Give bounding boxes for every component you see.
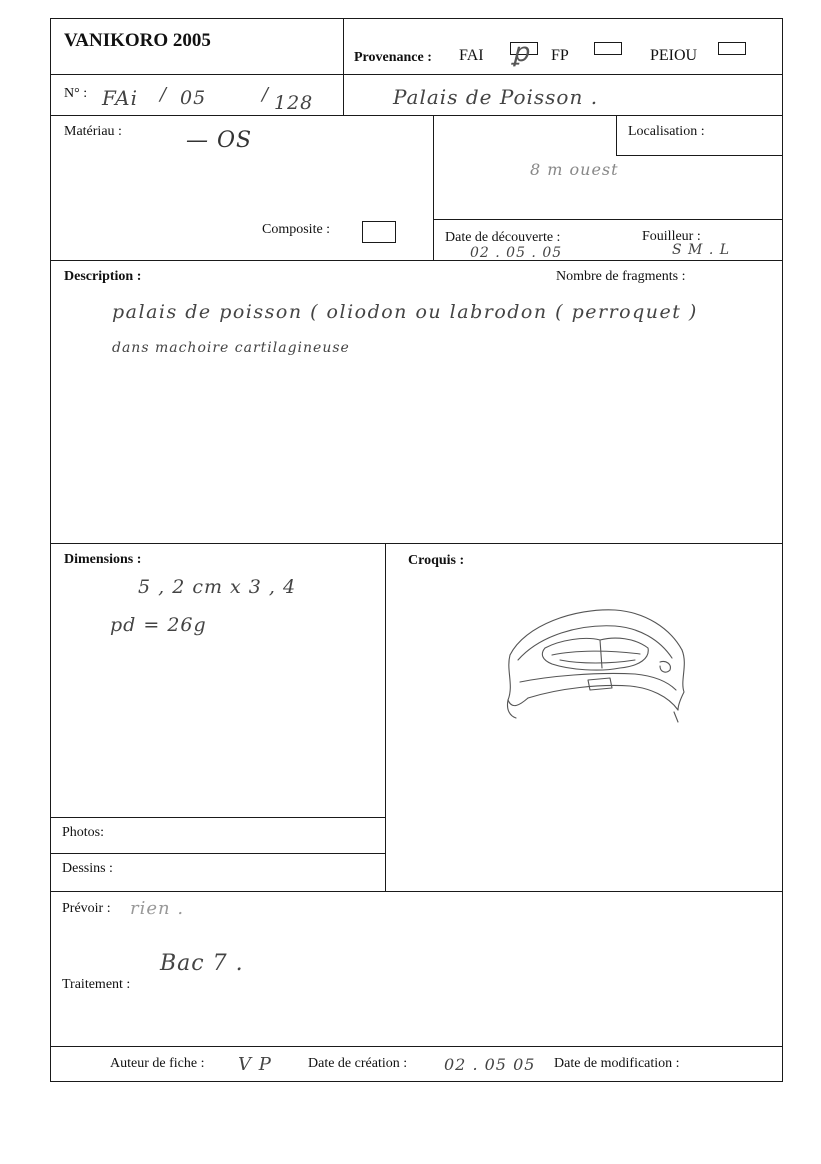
treatment-label: Traitement : [62, 977, 131, 992]
created-label: Date de création : [308, 1056, 408, 1071]
drawings-label: Dessins : [62, 861, 113, 876]
divider-localisation-label [616, 115, 617, 156]
description-line-1: palais de poisson ( oliodon ou labrodon ( perroquet ) [112, 301, 698, 323]
description-label: Description : [64, 269, 142, 284]
frame-top [50, 18, 783, 19]
divider-number [50, 115, 783, 116]
dimensions-label: Dimensions : [64, 552, 142, 567]
discovery-date-label: Date de découverte : [445, 230, 561, 245]
object-designation: Palais de Poisson . [393, 85, 599, 109]
divider-dimensions-sketch [385, 543, 386, 892]
provenance-peiou-label: PEIOU [650, 47, 698, 64]
provenance-fp-checkbox[interactable] [594, 42, 622, 55]
dimensions-line-2: pd = 26g [110, 614, 207, 636]
description-line-2: dans machoire cartilagineuse [112, 340, 350, 356]
divider-drawings [50, 853, 385, 854]
number-separator-1: / [160, 84, 168, 105]
localisation-label: Localisation : [628, 124, 705, 139]
divider-description [50, 543, 783, 544]
forecast-value: rien . [130, 898, 185, 919]
divider-photos [50, 817, 385, 818]
provenance-fai-label: FAI [459, 47, 484, 64]
frame-right [782, 18, 783, 1082]
frame-bottom [50, 1081, 783, 1082]
material-label: Matériau : [64, 124, 122, 139]
created-value: 02 . 05 05 [444, 1055, 536, 1074]
localisation-value: 8 m ouest [530, 160, 619, 179]
composite-label: Composite : [262, 222, 331, 237]
author-label: Auteur de fiche : [110, 1056, 205, 1071]
provenance-fai-mark: ꝑ [512, 38, 530, 68]
digger-label: Fouilleur : [642, 229, 701, 244]
divider-material [50, 260, 783, 261]
treatment-value: Bac 7 . [160, 951, 244, 976]
frame-left [50, 18, 51, 1082]
divider-header [50, 74, 783, 75]
dimensions-line-1: 5 , 2 cm x 3 , 4 [138, 576, 297, 598]
sketch-label: Croquis : [408, 553, 465, 568]
number-label: N° : [64, 86, 88, 101]
divider-location-dates [433, 219, 783, 220]
number-id: 128 [274, 92, 314, 114]
number-separator-2: / [262, 84, 270, 105]
divider-dimensions [50, 891, 783, 892]
divider-title-provenance [343, 18, 344, 116]
author-value: V P [238, 1054, 272, 1075]
jaw-sketch [500, 600, 690, 730]
fragments-label: Nombre de fragments : [556, 269, 686, 284]
digger-value: S M . L [672, 242, 731, 258]
composite-checkbox[interactable] [362, 221, 396, 243]
provenance-fp-label: FP [551, 47, 569, 64]
material-value: — OS [186, 128, 253, 153]
divider-footer [50, 1046, 783, 1047]
form-title: VANIKORO 2005 [64, 30, 211, 51]
provenance-label: Provenance : [354, 50, 432, 65]
number-year: 05 [180, 87, 207, 109]
divider-localisation-box [616, 155, 783, 156]
discovery-date-value: 02 . 05 . 05 [470, 245, 563, 261]
provenance-peiou-checkbox[interactable] [718, 42, 746, 55]
forecast-label: Prévoir : [62, 901, 111, 916]
modified-label: Date de modification : [554, 1056, 680, 1071]
divider-material-location [433, 115, 434, 261]
photos-label: Photos: [62, 825, 105, 840]
number-site: FAi [102, 86, 138, 110]
